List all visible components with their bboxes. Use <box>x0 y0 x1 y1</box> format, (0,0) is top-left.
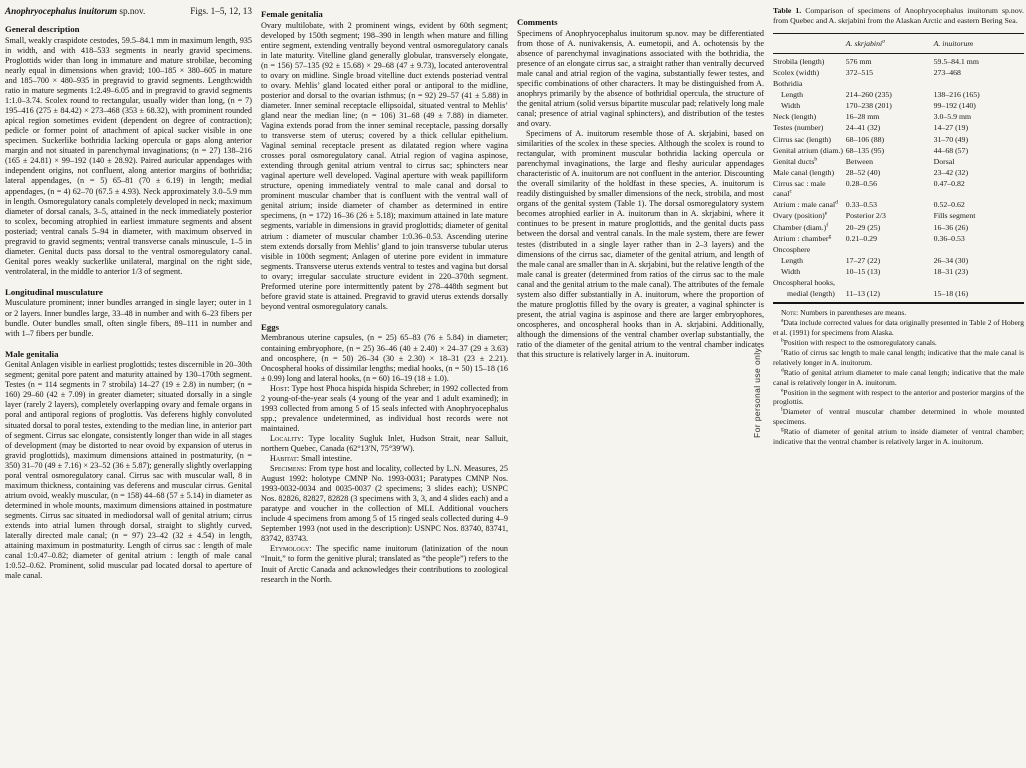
value-inuitorum <box>934 244 1024 255</box>
footnote-ref: c <box>789 188 792 195</box>
section-heading: Male genitalia <box>5 348 59 359</box>
entry-label: Habitat: <box>270 454 300 464</box>
table-header <box>773 33 1024 53</box>
footnote-ref: d <box>835 199 838 206</box>
value-inuitorum: 14–27 (19) <box>933 123 969 133</box>
row-label: Bothridia <box>773 78 803 88</box>
article-title <box>5 6 252 17</box>
row-label: Oncospheral hooks, <box>773 278 835 288</box>
table-header-skrjabini: A. skrjabini$^a$ <box>846 33 934 53</box>
footnote-letter: c <box>781 347 784 354</box>
table-row <box>773 244 1024 255</box>
paragraph: Genital Anlagen visible in earliest proglottids; testes discernible in 20–30th segment; genital pore patent and maturity attained by 130–170th segment. Testes (n = 114 segments in 7 strobila) 14–27 (19 ± 2.8) in number; (n = 160) 29–60 (42 ± 7.09) in greater diameter; situated dorsally in a single layer (rarely 2 layers), completely overlapping ovary and female organs in poral and antiporal regions of proglottis. Vas deferens highly convoluted situated dorsal to poral testes, extending to the median line, in anterior part of segment. Cirrus sac elongate, consistently longer than wide in all stages of development (may be distorted to near ovoid by expansion of uterus in gravid proglottids), maximum dimensions attained in postmaturity, (n = 350) 31–70 (49 ± 7.16) × 23–52 (36 ± 5.87); generally slightly overlapping poral ventral osmoregulatory canal. Cirrus sac with muscular wall, 8 in maximum thickness, containing vas deferens and muscular cirrus. Genital atrium ovoid, weakly muscular, (n = 158) 44–68 (57 ± 5.14) in diameter as determined in whole mounts, maximum dimensions attained in postmature segments. Cirrus sac situated in mediodorsal wall of genital atrium; cirrus extends into atrial lumen through dorsal, straight to slightly curved, laterally directed male canal; (n = 97) 23–42 (32 ± 4.54) in length, attaining maximum in postmaturity. Length of cirrus sac : length of male canal 1:0.47–0.82; diameter of genital atrium : length of male canal 1:0.52–0.62. Prominent, solid muscular pad located dorsal to aperture of male canal. <box>5 360 252 581</box>
value-inuitorum <box>934 278 1024 289</box>
row-label: Width <box>781 267 801 277</box>
side-watermark: For personal use only. <box>752 345 762 438</box>
value-skrjabini <box>846 278 934 289</box>
value-inuitorum: 0.36–0.53 <box>933 233 965 243</box>
entry-text: The specific name inuitorum (latinization of the noun “Inuit,” to form the genitive plural; translated as “the people”) refers to the Inuit of Arctic Canada and acknowledges their contributions to zoological research in the North. <box>261 544 509 584</box>
entry-label: Locality: <box>270 433 304 443</box>
section-eggs <box>261 322 508 384</box>
value-inuitorum: Dorsal <box>933 156 955 166</box>
table-row <box>773 211 1024 222</box>
value-skrjabini: 372–515 <box>845 67 874 77</box>
value-skrjabini: 68–106 (88) <box>845 134 885 144</box>
value-inuitorum: 273–468 <box>933 67 961 77</box>
value-skrjabini: 17–27 (22) <box>845 255 881 265</box>
row-label: Testes (number) <box>773 123 824 133</box>
row-label: Ovary (position)$^e$ <box>773 210 828 221</box>
section-comments <box>517 17 764 360</box>
row-label: Male canal (length) <box>773 167 835 177</box>
section-heading: Longitudinal musculature <box>5 286 103 297</box>
table-row <box>773 267 1024 278</box>
table-footnote: $^e$Position in the segment with respect to the anterior and posterior margins of the proglottis. <box>773 387 1024 407</box>
table-row <box>773 78 1024 89</box>
footnote-ref: b <box>814 156 818 163</box>
section-heading: General description <box>5 24 80 35</box>
type-data-entry <box>261 544 508 584</box>
table-row <box>773 101 1024 112</box>
value-inuitorum: 15–18 (16) <box>933 289 969 299</box>
row-label: Length <box>781 90 804 100</box>
value-inuitorum: 18–31 (23) <box>933 267 969 277</box>
value-inuitorum: 99–192 (140) <box>933 101 976 111</box>
table-row <box>773 167 1024 178</box>
table-1 <box>773 6 1024 585</box>
table-footnote: $^g$Ratio of diameter of genital atrium to inside diameter of ventral chamber; indicative that the ventral chamber is relatively larger in A. inuitorum. <box>773 426 1024 447</box>
section-longitudinal-musculature <box>5 287 252 339</box>
value-skrjabini: 10–15 (13) <box>845 267 881 277</box>
table-caption-label: Table 1. <box>773 6 802 15</box>
footnote-letter: d <box>781 367 784 374</box>
table-footnote: $^d$Ratio of genital atrium diameter to male canal length; indicative that the male canal is relatively longer in A. inuitorum. <box>773 367 1024 387</box>
footnote-letter: a <box>781 317 784 324</box>
value-skrjabini <box>846 244 934 255</box>
table-row <box>773 233 1024 244</box>
table-note: Note: Numbers in parentheses are means. <box>781 308 907 318</box>
table-footnotes <box>773 308 1024 446</box>
value-inuitorum: Fills segment <box>933 211 976 221</box>
footnote-ref: a <box>882 37 885 44</box>
table-row <box>773 53 1024 67</box>
table-row <box>773 255 1024 266</box>
value-inuitorum: 44–68 (57) <box>933 145 969 155</box>
table-row <box>773 278 1024 289</box>
figure-refs: Figs. 1–5, 12, 13 <box>190 6 252 16</box>
footnote-letter: g <box>781 426 784 433</box>
table-row <box>773 222 1024 233</box>
footnote-letter: b <box>781 337 784 344</box>
value-inuitorum: 3.0–5.9 mm <box>933 112 972 122</box>
value-skrjabini <box>846 78 934 89</box>
table-row <box>773 289 1024 304</box>
table-row <box>773 145 1024 156</box>
table-row <box>773 134 1024 145</box>
row-label: Genital atrium (diam.) <box>773 145 843 155</box>
table-caption-text: Comparison of specimens of Anophryocephalus inuitorum sp.nov. from Quebec and A. skrjabini from the Alaskan Arctic and eastern Bering Sea. <box>773 6 1024 26</box>
value-skrjabini: 0.21–0.29 <box>845 233 877 243</box>
value-skrjabini: 576 mm <box>845 56 872 66</box>
entry-text: Type locality Sugluk Inlet, Hudson Strait, near Salluit, northern Quebec, Canada (62°13′N, 75°39′W). <box>261 433 508 453</box>
column-1 <box>5 6 252 585</box>
species-name: Anophryocephalus inuitorum <box>5 6 118 16</box>
row-label: Oncosphere <box>773 244 811 254</box>
type-data-entry <box>261 434 508 454</box>
table-row <box>773 179 1024 200</box>
row-label: Length <box>781 255 804 265</box>
paragraph: Membranous uterine capsules, (n = 25) 65–83 (76 ± 5.84) in diameter; containing embryophore, (n = 25) 36–46 (40 ± 2.40) × 24–37 (29 ± 3.63) and oncosphere, (n = 50) 26–34 (30 ± 2.30) × 18–31 (23 ± 2.21). Oncospheral hooks of dissimilar lengths; medial hooks, (n = 50) 15–18 (16 ± 0.99) long and lateral hooks, (n = 60) 16–19 (18 ± 1.0). <box>261 333 508 383</box>
paragraph: Ovary multilobate, with 2 prominent wings, evident by 60th segment; developed by 150th segment; 198–390 in length when mature and filling entire segment, extending ventrally beyond ventral osmoregulatory canals in late maturity. Vitelline gland generally globular, transversely elongate, (n = 156) 57–135 (92 ± 15.68) × 29–68 (47 ± 9.73), located anteroventral to ovary on midline. Single broad vitelline duct extends posteriad ventral to ovary. Mehlis’ gland located either poral or antiporal to the midline, posterior and dorsal to the ovarian isthmus; (n = 92) 29–57 (41 ± 5.88) in diameter. Inner seminal receptacle ellipsoidal, situated ventral to Mehlis’ gland near the median line; (n = 106) 31–68 (49 ± 7.88) in diameter. Vagina extends porad from the inner seminal receptacle, passing dorsally to transverse stem of uterus; covered by a thick cellular epithelium. Vaginal seminal receptacle present as dilatated region where vagina crosses poral osmoregulatory canal. Atrial region of vagina aspinose, extending through genital atrium ventral to cirrus sac; sphincters near vaginal aperture well developed. Vaginal aperture with weak papilliform structure, opening immediately ventral to male canal and dorsal to prominent muscular chamber that is confluent with the ventral wall of genital atrium; inside diameter of chamber as determined in entire specimens, (n = 172) 16–36 (26 ± 5.18); maximum attained in late mature segments, variable in dimensions in gravid proglottids; diameter of genital atrium : diameter of muscular chamber 1:0.36–0.53. Ascending uterine stem extends dorsally from Mehlis’ gland to join transverse tubular uterus visible in 100th segment; Anlagen of uterine pore evident in immature segments. Transverse uterus extends ventral to testes and vagina but dorsal to ovary; irregular sacculate structure evident in 220–370th segment. Preformed uterine pore intermittently patent by 278–448th segment but before gravid state is attained. Pregravid to gravid uterus extends dorsally beyond ventral osmoregulatory canals. <box>261 20 508 311</box>
value-skrjabini: 170–238 (201) <box>845 101 892 111</box>
paragraph: Specimens of Anophryocephalus inuitorum sp.nov. may be differentiated from those of A. nunivakensis, A. eumetopii, and A. ochotensis by the absence of parenchymal invaginations associated with the bothridia, the presence of an elongate cirrus sac, a straight rather than ventrally decurved male canal and atrial region of the vagina, substantially fewer testes, and specific combinations of other characters. It may be distinguished from A. anophrys primarily by the absence of bothridial opercula, the structure of the genital atrium (solid versus bipartite muscular pad; relatively long male canal; presence of atrial vaginal sphincters), and distribution of the testes and ovary. <box>517 28 764 128</box>
section-heading: Comments <box>517 17 558 27</box>
entry-text: From type host and locality, collected by L.N. Measures, 25 August 1992: holotype CMNP No. 1993-0031; Paratypes CMNP Nos. 1993-0032-0034 and 0035-0037 (2 specimens; 3 slides each); USNPC Nos. 82826, 82827, 82828 (3 specimens with 3, 3, and 4 slides each) and a paratype and voucher in the collection of MLI. Additional vouchers include 4 specimens from among 5 of 15 ringed seals collected during 4–9 September 1993 (not used in the description): USNPC Nos. 83740, 83741, 83742, 83743. <box>261 464 508 544</box>
table-header-blank <box>773 33 846 53</box>
footnote-ref: g <box>828 233 832 240</box>
value-inuitorum <box>934 78 1024 89</box>
section-male-genitalia <box>5 349 252 582</box>
table-caption <box>773 6 1024 27</box>
row-label: Genital ducts$^b$ <box>773 156 818 166</box>
footnote-ref: f <box>826 221 829 228</box>
value-inuitorum: 31–70 (49) <box>933 134 969 144</box>
table-header-inuitorum: A. inuitorum <box>934 33 1024 53</box>
row-label: Neck (length) <box>773 112 817 122</box>
table-row <box>773 67 1024 78</box>
value-inuitorum: 23–42 (32) <box>933 167 969 177</box>
footnote-ref: e <box>824 210 828 217</box>
table-footnote: $^a$Data include corrected values for data originally presented in Table 2 of Hoberg et al. (1991) for specimens from Alaska. <box>773 317 1024 338</box>
value-skrjabini: 16–28 mm <box>845 112 880 122</box>
row-label: Scolex (width) <box>773 67 820 77</box>
value-skrjabini: 28–52 (40) <box>845 167 881 177</box>
paragraph: Specimens of A. inuitorum resemble those of A. skrjabini, based on similarities of the scolex in these species. Although the scolex is round to rectangular, with prominent muscular bothridia lacking opercula or parenchymal invaginations, the large and fleshy auricular appendages characteristic of A. inuitorum are not confluent in the anterior. Discounting the overall similarity of the holdfast in these species, A. inuitorum is readily distinguished by smaller dimensions of the neck, strobila, and most organs of the genital system (Table 1). The dorsal osmoregulatory system becomes atrophied earlier in A. inuitorum than in A. skrjabini, where it continues to be present in mature proglottids, and the genital ducts pass between the dorsal and ventral canals. In the male system, there are fewer testes (distributed in a single layer rather than in 2–3 layers) and the dimensions of the cirrus sac, diameter of the genital atrium, and length of the male canal are smaller than in A. skrjabini, but the relative length of the male canal is greater (determined from ratios of the cirrus sac to the male canal and the genital atrium to the male canal). The attributes of the female system also differ substantially in A. inuitorum, where the proportion of the mature proglottis filled by the ovary is greater, a vaginal sphincter is present, the atrial vagina is aspinose and there are larger embryophores, oncospheres, and oncospheral hooks than in A. skrjabini. Additionally, although the dimensions of the ventral chamber overlap substantially, the ratio of the diameter of the genital atrium to the ventral chamber indicates that this structure is relatively larger in A. inuitorum. <box>517 129 764 360</box>
value-skrjabini: 0.33–0.53 <box>845 200 877 210</box>
value-skrjabini: Between <box>845 156 874 166</box>
table-row <box>773 200 1024 211</box>
footnote-letter: e <box>781 387 784 394</box>
value-inuitorum: 26–34 (30) <box>933 255 969 265</box>
section-general-description <box>5 24 252 277</box>
section-female-genitalia <box>261 9 508 312</box>
row-label: Atrium : male canal$^d$ <box>773 199 838 210</box>
note-label: Note: <box>781 308 799 318</box>
value-inuitorum: 138–216 (165) <box>933 90 980 100</box>
sp-nov-label: sp.nov. <box>119 6 146 16</box>
type-data-entry <box>261 384 508 434</box>
column-2 <box>261 6 508 585</box>
value-skrjabini: Posterior 2/3 <box>845 211 886 221</box>
table-row <box>773 156 1024 167</box>
value-inuitorum: 0.52–0.62 <box>933 200 965 210</box>
value-skrjabini: 0.28–0.56 <box>845 179 877 189</box>
row-label: Strobila (length) <box>773 56 825 66</box>
table-footnote: $^b$Position with respect to the osmoregulatory canals. <box>781 337 937 348</box>
row-label: Atrium : chamber$^g$ <box>773 233 832 243</box>
table-row <box>773 123 1024 134</box>
value-skrjabini: 214–260 (235) <box>845 90 892 100</box>
table-row <box>773 90 1024 101</box>
section-heading: Eggs <box>261 321 280 332</box>
comparison-table <box>773 33 1024 305</box>
table-row <box>773 112 1024 123</box>
footnote-letter: f <box>781 406 783 413</box>
entry-label: Etymology: <box>270 544 312 554</box>
section-heading: Female genitalia <box>261 9 323 19</box>
row-label: Cirrus sac (length) <box>773 134 832 144</box>
row-label: Chamber (diam.)$^f$ <box>773 221 829 232</box>
entry-text: Small intestine. <box>301 454 353 464</box>
paragraph: Small, weakly craspidote cestodes, 59.5–84.1 mm in maximum length, 935 in width, and with 418–533 segments in nearly gravid specimens. Proglottids wider than long in immature and mature strobilae, becoming nearly equal in dimensions when gravid; 100–185 × 380–605 in mature and 185–700 × 480–935 in pregravid to gravid segments. Length:width ratio in mature segments 1:2.49–6.05 and in pregravid to gravid segments 1:1.0–3.74. Scolex round to rectangular, usually wider than long, (n = 7) 195–416 (275 ± 84.42) × 273–468 (353 ± 68.32), with prominent rounded apical region sometimes evident (dependent on degree of contraction); pedicle or former point of attachment of apical sucker visible in one specimen. Suckerlike bothridia lacking opercula or gaps along anterior margin and not situated in parenchymal invaginations; (n = 27) 138–216 (165 ± 24.81) × 99–192 (140 ± 28.92). Paired auricular appendages with independent origins, not confluent, along anterior margins of bothridia; lateral appendages, (n = 5) 65–81 (70 ± 6.19) in length; medial appendages, (n = 4) 62–70 (67.5 ± 4.93). Neck approximately 3.0–5.9 mm in length. Osmoregulatory canals completely developed in neck; maximum diameter of dorsal canals, 3–5, attained in the neck immediately posterior to scolex, becoming atrophied in earliest immature segments and absent posteriad; ventral canals 5–94 in diameter, with maximum observed in pregravid to gravid segments; ventral transverse canals minuscule, 1–5 in diameter. Genital ducts pass dorsal to the ventral osmoregulatory canal. Genital pores weakly suckerlike unilateral, marginal on the right side, ventrolateral, in the middle to anterior 1/3 of segment. <box>5 35 252 276</box>
value-skrjabini: 11–13 (12) <box>845 289 880 299</box>
row-label: Cirrus sac : male canal$^c$ <box>773 179 826 199</box>
type-data-entry <box>261 454 508 464</box>
column-3 <box>517 6 764 585</box>
value-inuitorum: 16–36 (26) <box>933 222 969 232</box>
row-label: Width <box>781 101 801 111</box>
table-footnote: $^f$Diameter of ventral muscular chamber determined in whole mounted specimens. <box>773 406 1024 427</box>
entry-label: Specimens: <box>270 464 307 474</box>
value-inuitorum: 59.5–84.1 mm <box>933 56 979 66</box>
value-skrjabini: 68–135 (95) <box>845 145 885 155</box>
type-data-entries <box>261 384 508 585</box>
type-data-entry <box>261 464 508 544</box>
row-label: medial (length) <box>787 289 835 299</box>
entry-label: Host: <box>270 383 290 393</box>
value-skrjabini: 20–29 (25) <box>845 222 881 232</box>
value-inuitorum: 0.47–0.82 <box>933 179 965 189</box>
paragraph: Musculature prominent; inner bundles arranged in single layer; outer in 1 or 2 layers. Inner bundles large, 33–48 in number and with 6–23 fibers per bundle. Outer bundles small, often single fibers, 89–111 in number and with 1–7 fibers per bundle. <box>5 298 252 338</box>
value-skrjabini: 24–41 (32) <box>845 123 881 133</box>
table-footnote: $^c$Ratio of cirrus sac length to male canal length; indicative that the male canal is relatively longer in A. inuitorum. <box>773 347 1024 367</box>
entry-text: Type host Phoca hispida hispida Schreber; in 1992 collected from 2 young-of-the-year seals (4 young of the year and 1 adult examined); in 1993 collected from among 5 of 15 seals infected with Anophryocephalus spp.; prevalence undetermined, as individual host records were not maintained. <box>261 383 508 433</box>
